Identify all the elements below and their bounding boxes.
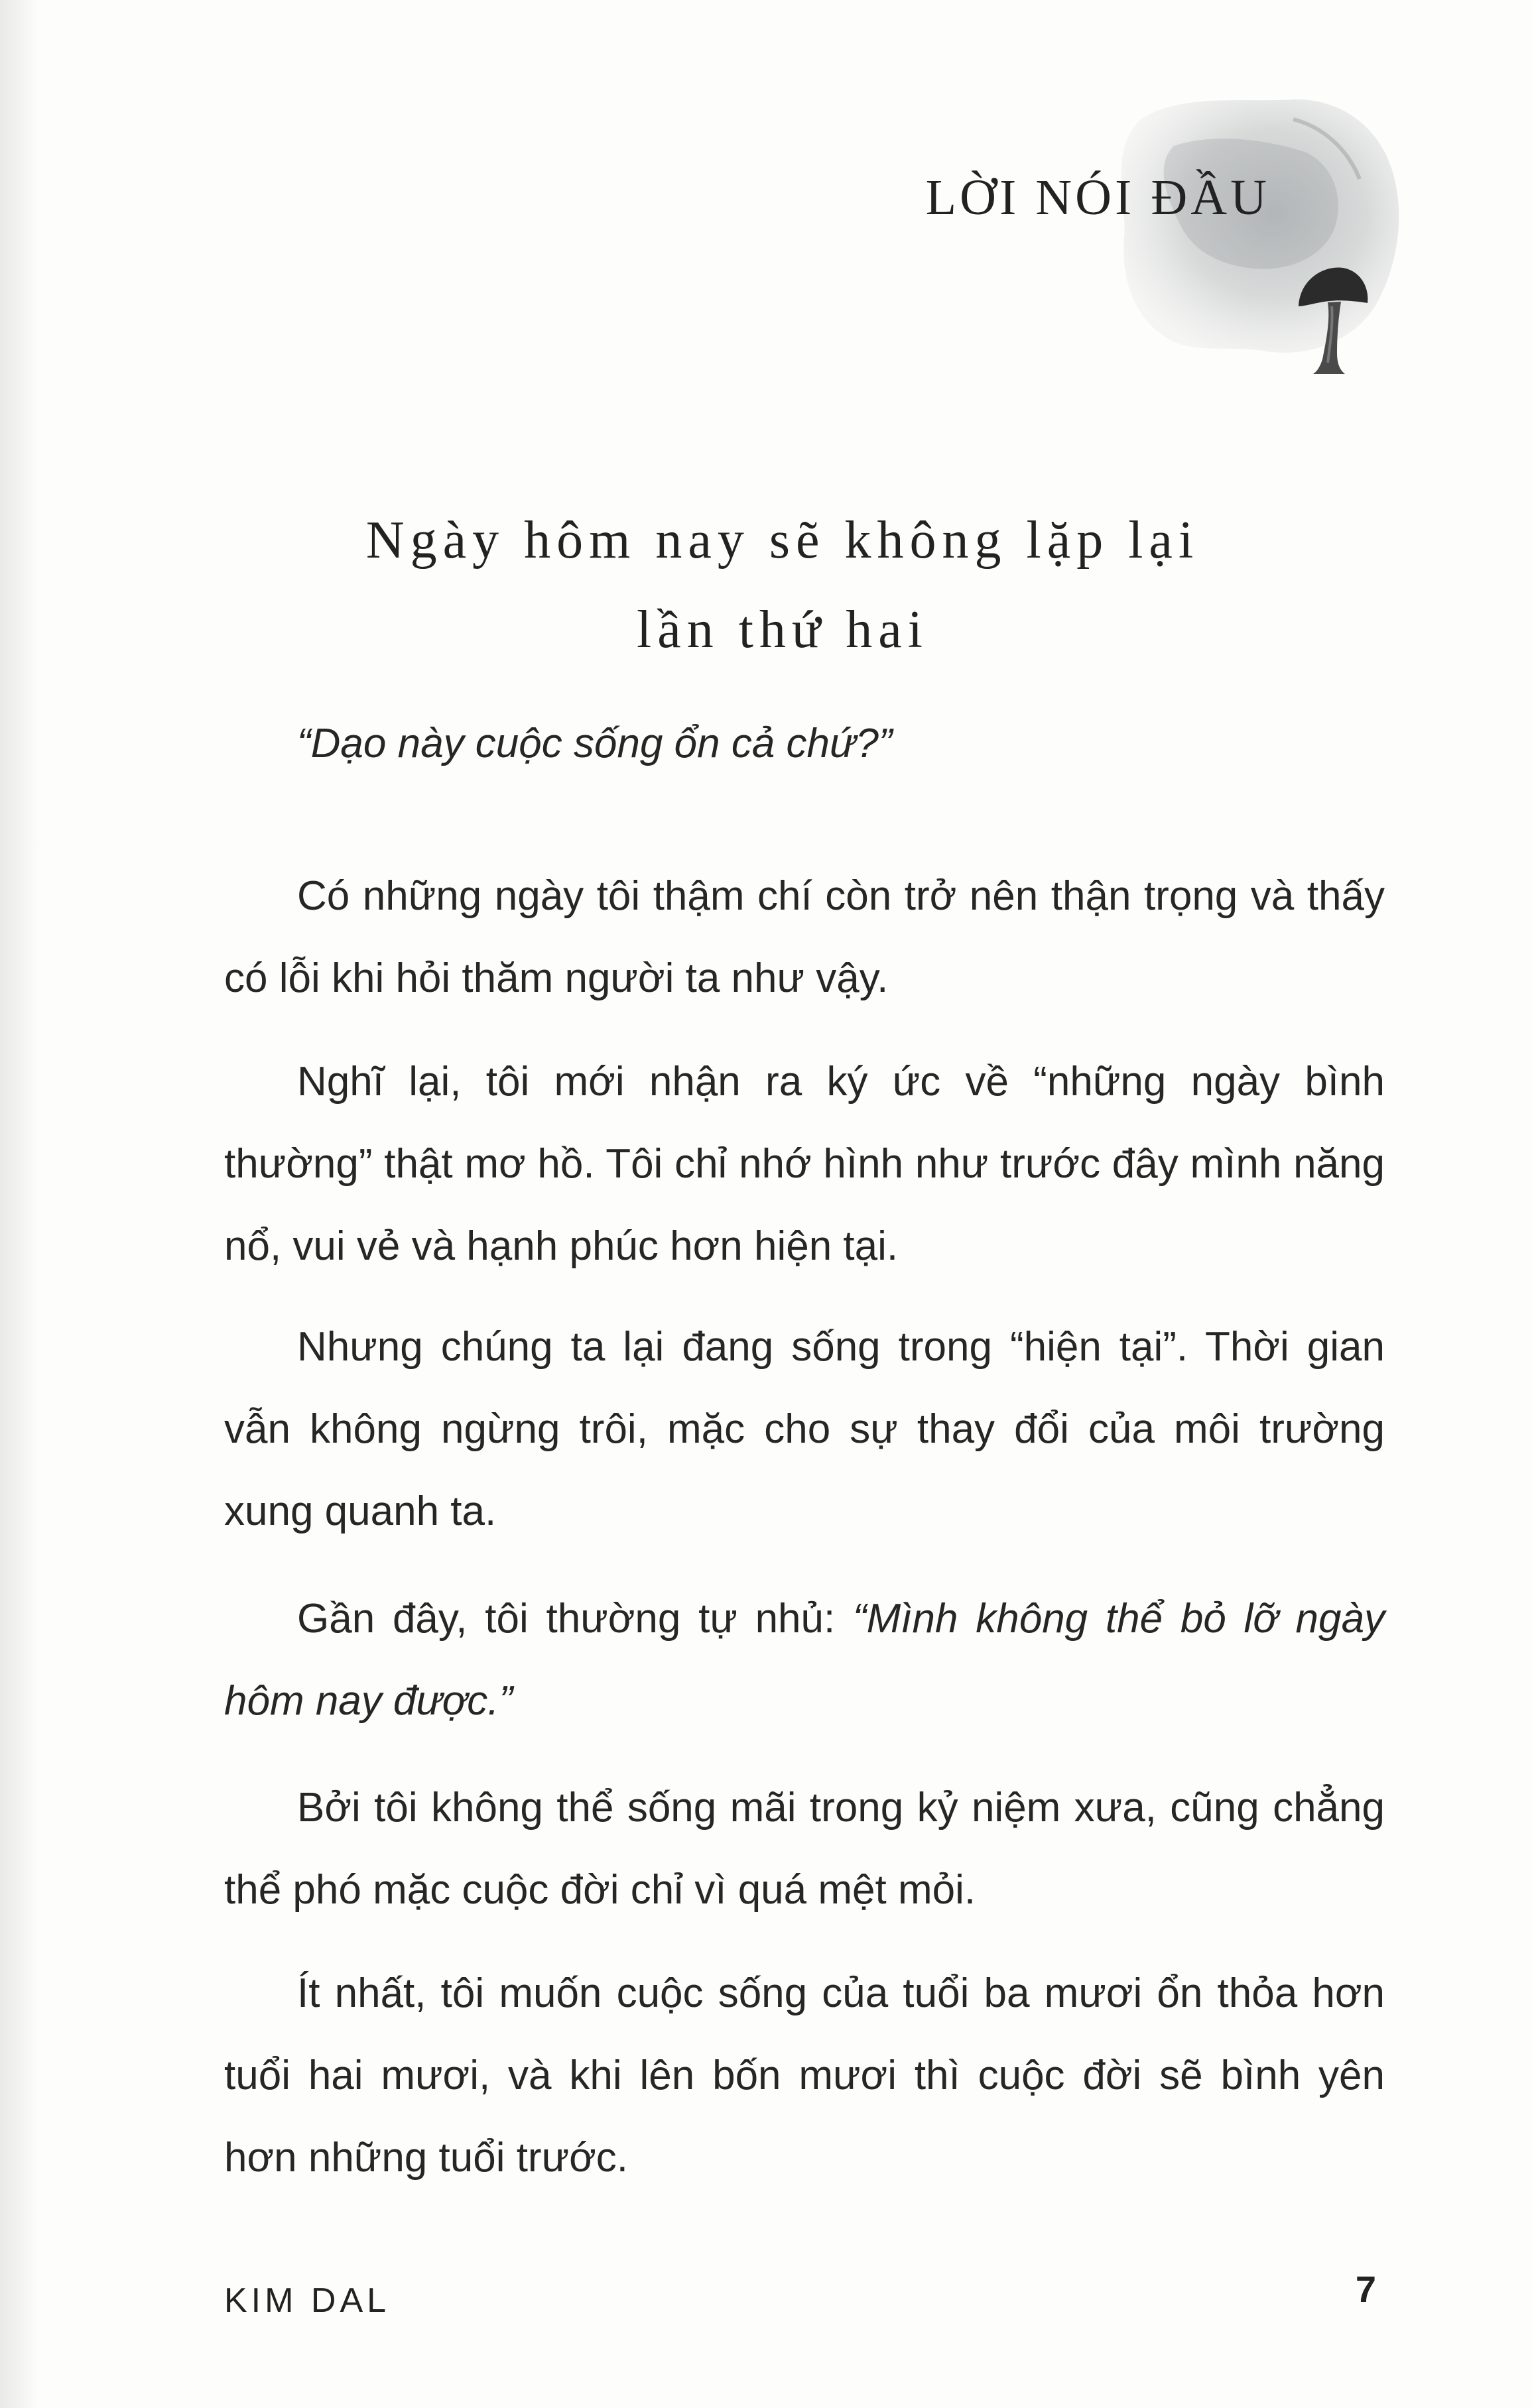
paragraph-7-block: [224, 1953, 1385, 2199]
paragraph-5-intro: Gần đây, tôi thường tự nhủ:: [297, 1596, 853, 1642]
footer-author: KIM DAL: [224, 2281, 391, 2320]
paragraph-2-block: [224, 855, 1385, 1020]
paragraph-5-quote: “Mình không thể bỏ lỡ ngày hôm nay được.”: [224, 1596, 1385, 1724]
paragraph-opening-quote: “Dạo này cuộc sống ổn cả chứ?”: [297, 721, 893, 766]
mushroom-icon: [1293, 260, 1373, 379]
chapter-title-line-2: lần thứ hai: [636, 601, 929, 659]
paragraph-4: Nhưng chúng ta lại đang sống trong “hiện tại”. Thời gian vẫn không ngừng trôi, mặc cho sự thay đổi của môi trường xung quanh ta.: [224, 1324, 1385, 1534]
chapter-title-line-1: Ngày hôm nay sẽ không lặp lại: [365, 511, 1200, 570]
paragraph-6-block: [224, 1767, 1385, 1931]
page-number: 7: [1355, 2268, 1376, 2310]
paragraph-5: [224, 1578, 1385, 1742]
paragraph-4-block: [224, 1306, 1385, 1553]
paragraph-5-block: [224, 1578, 1385, 1742]
chapter-label: LỜI NÓI ĐẦU: [925, 170, 1270, 225]
paper-edge-shadow: [0, 0, 40, 2408]
paragraph-2: Có những ngày tôi thậm chí còn trở nên thận trọng và thấy có lỗi khi hỏi thăm người ta như vậy.: [224, 873, 1385, 1001]
paragraph-6: Bởi tôi không thể sống mãi trong kỷ niệm xưa, cũng chẳng thể phó mặc cuộc đời chỉ vì quá mệt mỏi.: [224, 1785, 1385, 1913]
paragraph-3: Nghĩ lại, tôi mới nhận ra ký ức về “những ngày bình thường” thật mơ hồ. Tôi chỉ nhớ hình như trước đây mình năng nổ, vui vẻ và hạnh phúc hơn hiện tại.: [224, 1059, 1385, 1269]
paragraph-7: Ít nhất, tôi muốn cuộc sống của tuổi ba mươi ổn thỏa hơn tuổi hai mươi, và khi lên bốn mươi thì cuộc đời sẽ bình yên hơn những tuổi trước.: [224, 1970, 1385, 2181]
paragraph-3-block: [224, 1041, 1385, 1288]
